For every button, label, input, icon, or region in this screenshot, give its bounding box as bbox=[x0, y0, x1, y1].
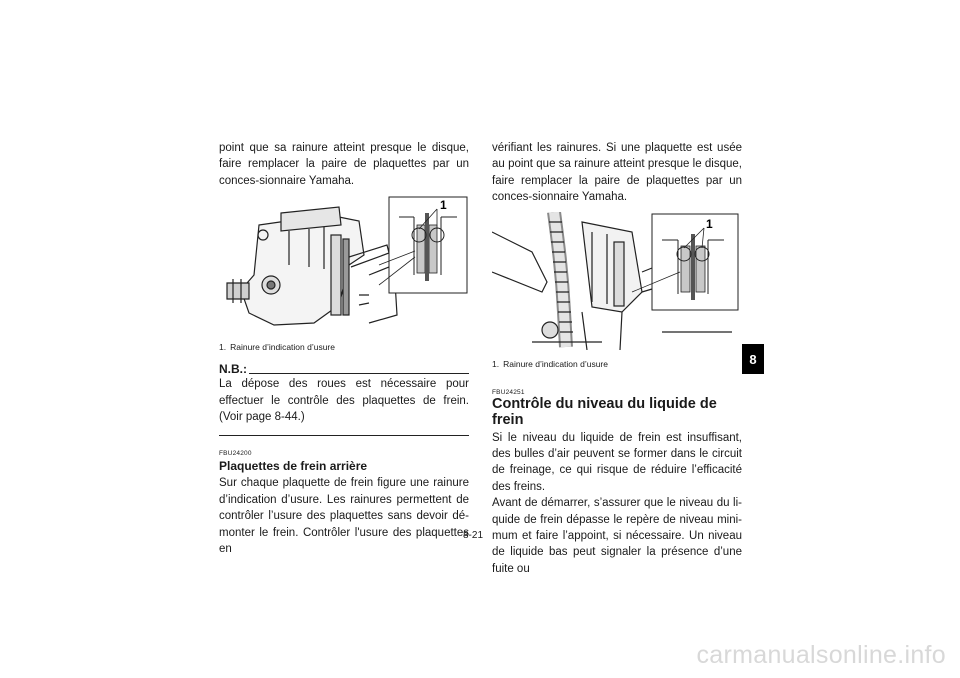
right-intro-text: vérifiant les rainures. Si une plaquette est usée au point que sa rainure atteint presque le disque, faire remplacer la paire de plaquettes par un conces-sionnaire Yamaha. bbox=[492, 142, 742, 204]
front-brake-illustration bbox=[219, 195, 469, 333]
watermark: carmanualsonline.info bbox=[696, 641, 946, 669]
rear-brake-text: Sur chaque plaquette de frein figure une rainure d’indication d’usure. Les rainures permettent de contrôler l’usure des plaquettes sans devoir dé-monter le frein. Contrôler l'usure des plaquettes en bbox=[219, 477, 469, 556]
figure-callout-label: 1 bbox=[440, 198, 447, 213]
note-end-rule bbox=[219, 435, 469, 436]
caption-text: Rainure d’indication d’usure bbox=[230, 342, 335, 353]
right-figure-caption bbox=[492, 359, 742, 369]
brake-fluid-paragraph-1: Si le niveau du liquide de frein est insuffisant, des bulles d’air peuvent se former dans le circuit de freinage, ce qui risque de réduire l’efficacité des freins. bbox=[492, 431, 742, 493]
note-header bbox=[219, 362, 469, 376]
note-label: N.B.: bbox=[219, 362, 247, 377]
brake-fluid-paragraph-2: Avant de démarrer, s’assurer que le niveau du li-quide de frein dépasse le repère de niveau mini-mum et faire l’appoint, si nécessaire. Un niveau de liquide bas peut signaler la présence d’une fuite ou bbox=[492, 497, 742, 575]
rear-brake-illustration bbox=[492, 212, 742, 350]
figure-callout-label: 1 bbox=[706, 216, 713, 231]
section-title: Contrôle du niveau du liquide de frein bbox=[492, 395, 717, 428]
rear-brake-figure bbox=[492, 212, 742, 355]
caption-number: 1. bbox=[492, 358, 500, 369]
front-brake-figure bbox=[219, 195, 469, 338]
note-text: La dépose des roues est nécessaire pour effectuer le contrôle des plaquettes de frein. (Voir page 8-44.) bbox=[219, 378, 469, 424]
right-column bbox=[492, 140, 742, 577]
left-intro-text: point que sa rainure atteint presque le disque, faire remplacer la paire de plaquettes par un conces-sionnaire Yamaha. bbox=[219, 142, 469, 187]
note-rule bbox=[249, 373, 469, 374]
section-code: FBU24200 bbox=[219, 450, 252, 458]
left-figure-caption bbox=[219, 342, 469, 352]
section-title: Plaquettes de frein arrière bbox=[219, 459, 368, 474]
page-number: 8-21 bbox=[463, 530, 484, 541]
caption-text: Rainure d’indication d’usure bbox=[503, 358, 608, 369]
chapter-tab: 8 bbox=[742, 344, 764, 374]
left-column bbox=[219, 140, 469, 557]
section-code: FBU24251 bbox=[492, 388, 525, 396]
caption-number: 1. bbox=[219, 342, 227, 353]
